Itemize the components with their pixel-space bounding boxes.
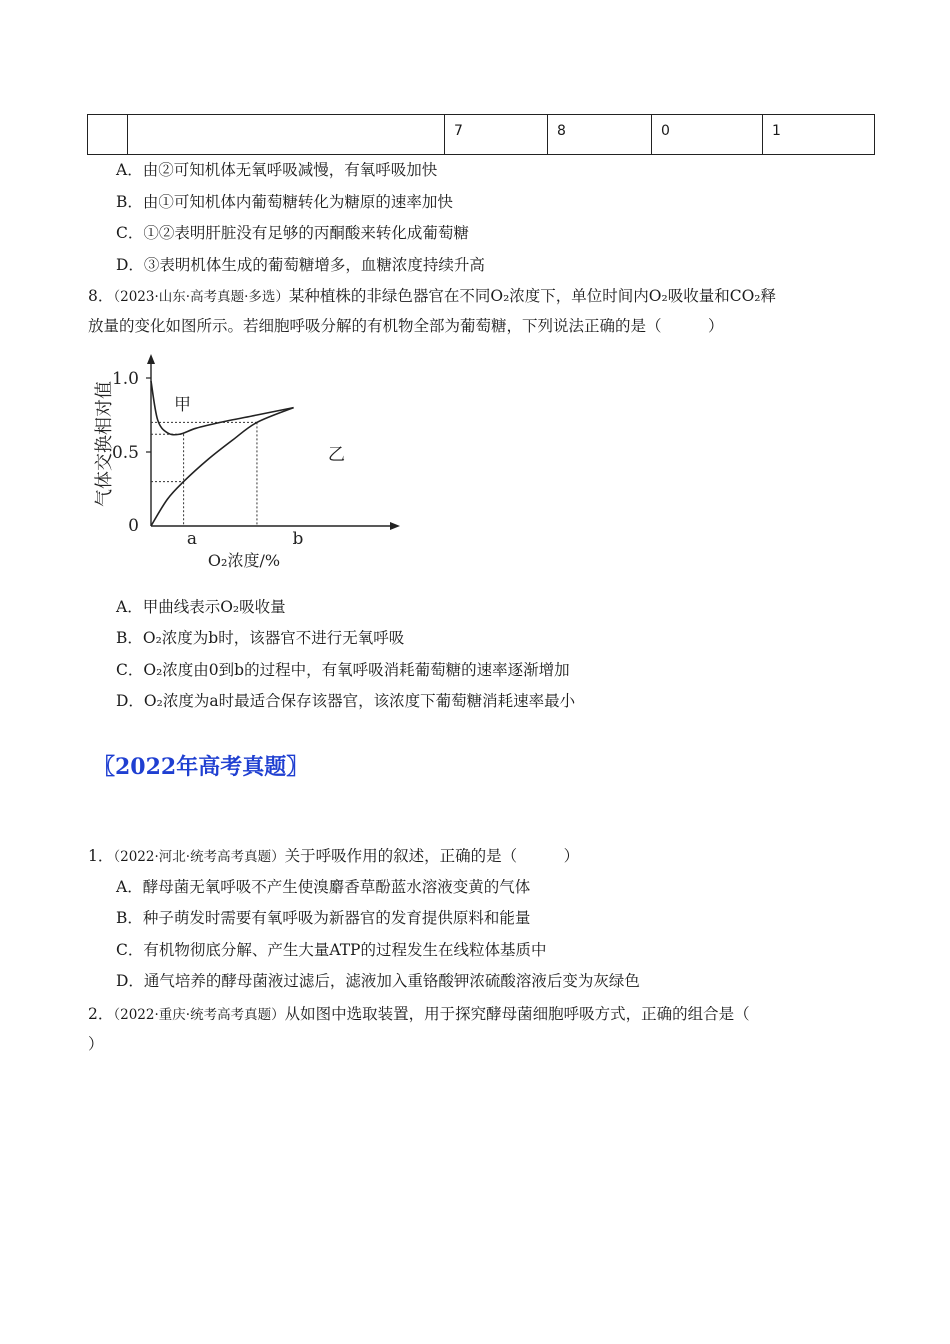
q8-option-b: B．O₂浓度为b时，该器官不进行无氧呼吸: [116, 629, 405, 647]
series-curve-yi: [151, 408, 294, 526]
q8-option-a: A．甲曲线表示O₂吸收量: [116, 598, 286, 616]
q1-option-c: C．有机物彻底分解、产生大量ATP的过程发生在线粒体基质中: [116, 941, 547, 959]
q1-number: 1．: [88, 847, 114, 865]
q8-stem: 某种植株的非绿色器官在不同O₂浓度下，单位时间内O₂吸收量和CO₂释: [288, 287, 776, 305]
x-axis-arrow: [390, 522, 400, 530]
q2-stem-line2: ）: [88, 1035, 104, 1053]
q1-option-b: B．种子萌发时需要有氧呼吸为新器官的发育提供原料和能量: [116, 909, 531, 927]
series-label-jia: 甲: [174, 395, 191, 415]
q2-number: 2．: [88, 1005, 114, 1023]
q2-source: （2022·重庆·统考高考真题）: [113, 1007, 285, 1023]
chart-guides: [151, 422, 257, 526]
q8-source: （2023·山东·高考真题·多选）: [113, 289, 289, 305]
y-tick-label: 0.5: [111, 443, 139, 463]
section-heading: 〖2022年高考真题〗: [93, 754, 309, 780]
series-curve-jia: [151, 381, 294, 435]
q1-stem: [88, 846, 579, 867]
x-axis-label: O₂浓度/%: [207, 551, 281, 570]
chart-curves: [151, 381, 294, 526]
q1-stem-text: 关于呼吸作用的叙述，正确的是（ ）: [284, 847, 580, 865]
table-cell: 8: [548, 115, 652, 155]
table-cell: [128, 115, 445, 155]
y-axis-arrow: [147, 354, 155, 364]
q8-stem-line1: [88, 286, 776, 307]
q7-option-c: C．①②表明肝脏没有足够的丙酮酸来转化成葡萄糖: [116, 224, 469, 242]
q1-option-d: D．通气培养的酵母菌液过滤后，滤液加入重铬酸钾浓硫酸溶液后变为灰绿色: [116, 972, 640, 990]
q8-number: 8．: [88, 287, 114, 305]
y-axis-label: 气体交换相对值: [94, 381, 115, 507]
q8-option-c: C．O₂浓度由0到b的过程中，有氧呼吸消耗葡萄糖的速率逐渐增加: [116, 661, 570, 679]
q1-option-a: A．酵母菌无氧呼吸不产生使溴麝香草酚蓝水溶液变黄的气体: [116, 878, 531, 896]
o2-chart: [84, 348, 414, 578]
series-label-yi: 乙: [328, 445, 345, 465]
data-table: [87, 114, 875, 155]
x-tick-label: b: [292, 529, 304, 549]
q8-stem-line2: 放量的变化如图所示。若细胞呼吸分解的有机物全部为葡萄糖，下列说法正确的是（ ）: [88, 317, 724, 335]
y-tick-label: 0: [128, 516, 139, 536]
x-tick-label: a: [186, 529, 198, 549]
table-cell: 7: [445, 115, 548, 155]
q8-option-d: D．O₂浓度为a时最适合保存该器官，该浓度下葡萄糖消耗速率最小: [116, 692, 576, 710]
q2-stem-line1: [88, 1004, 750, 1025]
table-row: [88, 115, 875, 155]
table-cell: [88, 115, 128, 155]
q7-option-d: D．③表明机体生成的葡萄糖增多，血糖浓度持续升高: [116, 256, 485, 274]
y-tick-label: 1.0: [111, 369, 139, 389]
q7-option-b: B．由①可知机体内葡萄糖转化为糖原的速率加快: [116, 193, 453, 211]
q7-option-a: A．由②可知机体无氧呼吸减慢，有氧呼吸加快: [116, 161, 438, 179]
table-cell: 1: [763, 115, 875, 155]
table-cell: 0: [652, 115, 763, 155]
q2-stem-text: 从如图中选取装置，用于探究酵母菌细胞呼吸方式，正确的组合是（: [284, 1005, 750, 1023]
q1-source: （2022·河北·统考高考真题）: [113, 849, 285, 865]
chart-axes: [146, 354, 400, 530]
